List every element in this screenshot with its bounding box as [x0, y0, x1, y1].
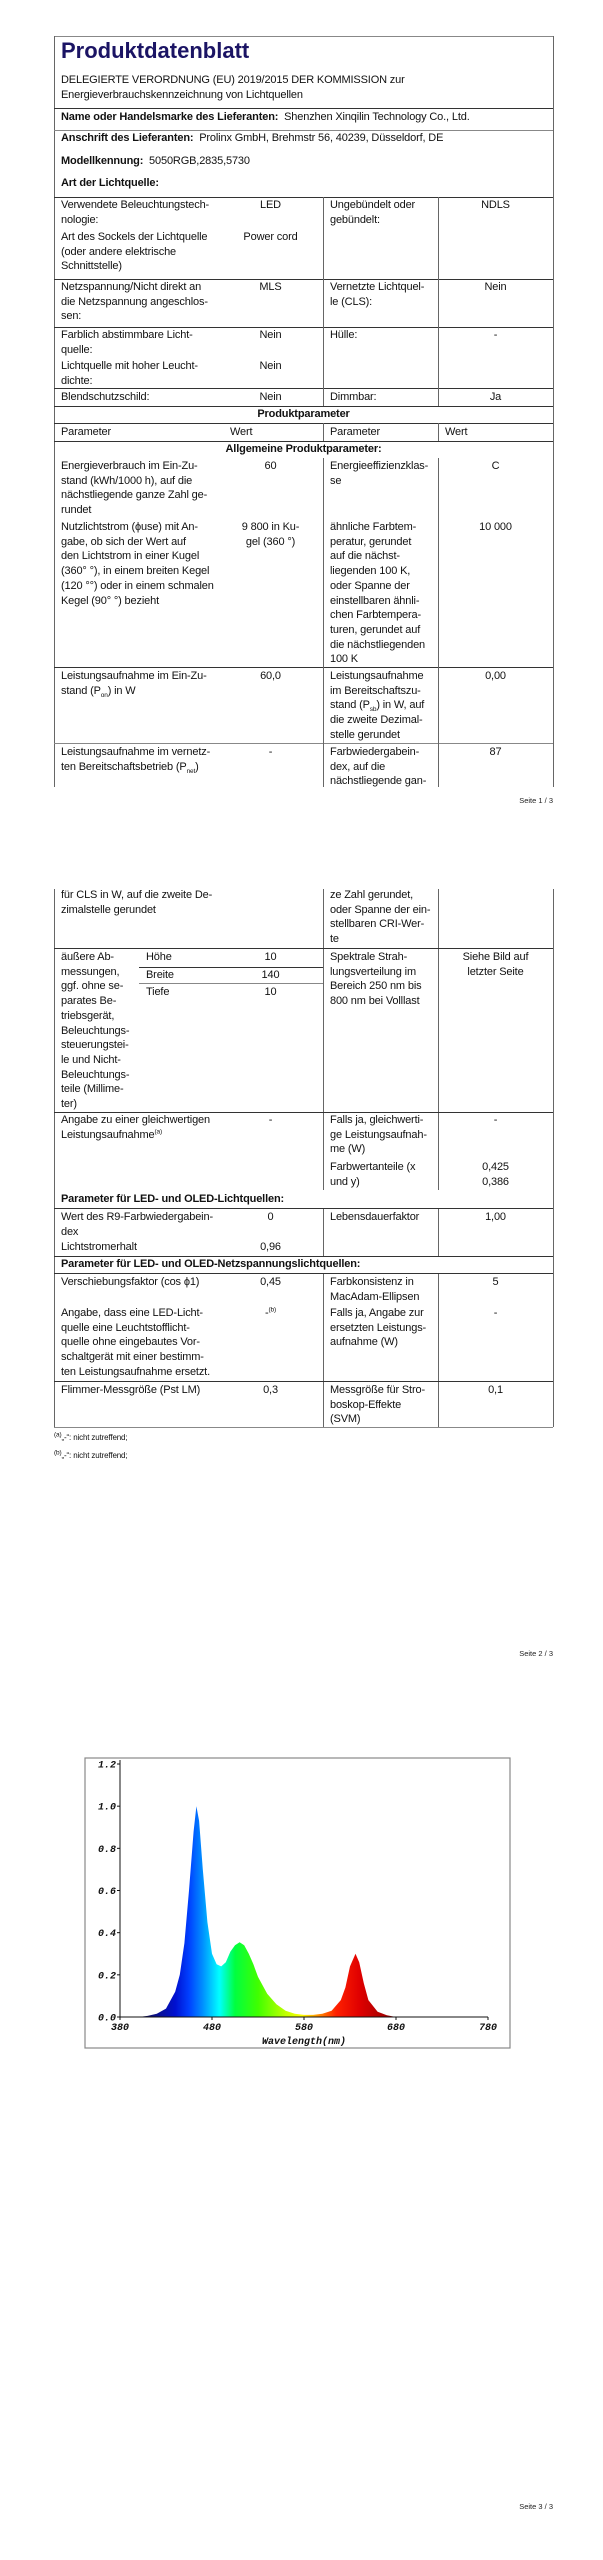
footnote-text: „-“: nicht zutreffend;	[61, 1451, 128, 1460]
pon-label-line: stand (P	[61, 684, 101, 697]
x-tick-label: 780	[478, 2023, 498, 2034]
efficiency-class-label: Energieeffizienzklas- se	[330, 460, 429, 487]
technology-label: Verwendete Beleuchtungstech- nologie:	[61, 199, 210, 226]
footnote-ref: (b)	[268, 1306, 276, 1314]
y-tick-label: 0.4	[97, 1929, 116, 1941]
chromaticity-value: 0,425 0,386	[482, 1161, 509, 1188]
equivalent-watt-label: Falls ja, gleichwerti- ge Leistungsaufnah- me (W)	[330, 1114, 427, 1156]
y-tick-label: 1.2	[97, 1760, 116, 1772]
flicker-label: Flimmer-Messgröße (Pst LM)	[61, 1384, 201, 1396]
y-tick-label: 0.0	[97, 2013, 116, 2025]
mains-led-parameters-heading: Parameter für LED- und OLED-Netzspannungslichtquellen:	[61, 1258, 361, 1270]
cct-label: ähnliche Farbtem- peratur, gerundet auf die nächst- liegenden 100 K, oder Spanne der einstellbaren ähnli- chen Farbtempera- turen, gerundet auf die nächstliegenden 100 K	[330, 521, 426, 666]
supplier-name-label: Name oder Handelsmarke des Lieferanten:	[61, 111, 279, 123]
page-number: Seite 3 / 3	[519, 2502, 553, 2511]
mains-label: Netzspannung/Nicht direkt an die Netzspannung angeschlos- sen:	[61, 281, 208, 323]
psb-label-line: die zweite Dezimal- stelle gerundet	[330, 714, 423, 741]
general-parameters-heading: Allgemeine Produktparameter:	[225, 443, 382, 455]
pnet-label-line: )	[195, 760, 199, 773]
width-label: Breite	[146, 969, 174, 981]
light-source-type-label: Art der Lichtquelle:	[61, 177, 159, 189]
subscript: on	[100, 691, 108, 699]
pon-label-line: ) in W	[107, 684, 136, 697]
antiglare-label: Blendschutzschild:	[61, 391, 150, 403]
envelope-value: -	[493, 329, 498, 341]
product-parameters-heading: Produktparameter	[257, 408, 350, 420]
psb-value: 0,00	[485, 670, 506, 682]
maintenance-label: Lichtstromerhalt	[61, 1241, 137, 1253]
flux-value: 9 800 in Ku- gel (360 °)	[241, 521, 300, 548]
survival-value: 1,00	[485, 1211, 506, 1223]
footnote-mark: (a)	[54, 1431, 62, 1439]
high-luminance-label: Lichtquelle mit hoher Leucht- dichte:	[61, 360, 198, 387]
pnet-value: -	[268, 746, 273, 758]
dimensions-label: äußere Ab- messungen, ggf. ohne se- parates Be- triebsgerät, Beleuchtungs- steuerungstei- le und Nicht- Beleuchtungs- teile (Millime- ter)	[61, 951, 130, 1111]
supplier-address: Prolinx GmbH, Brehmstr 56, 40239, Düsseldorf, DE	[199, 132, 444, 144]
supplier-address-label: Anschrift des Lieferanten:	[61, 132, 194, 144]
chart-frame	[85, 1758, 510, 2048]
dimmable-label: Dimmbar:	[330, 391, 377, 403]
directional-value: NDLS	[481, 199, 510, 211]
y-tick-label: 0.6	[97, 1887, 116, 1898]
subscript: net	[186, 767, 196, 775]
replacement-value-text: -	[264, 1307, 269, 1319]
supplier-name: Shenzhen Xinqilin Technology Co., Ltd.	[284, 111, 470, 123]
model-id: 5050RGB,2835,5730	[149, 155, 250, 167]
high-luminance-value: Nein	[259, 360, 282, 372]
flicker-value: 0,3	[263, 1384, 278, 1396]
antiglare-value: Nein	[259, 391, 282, 403]
r9-value: 0	[267, 1211, 274, 1223]
footnote-mark: (b)	[54, 1449, 62, 1457]
pon-label-line: Leistungsaufnahme im Ein-Zu-	[61, 670, 207, 682]
equivalent-label-line: Angabe zu einer gleichwertigen	[61, 1114, 210, 1126]
pnet-label-line: ten Bereitschaftsbetrieb (P	[61, 760, 187, 773]
cap-label: Art des Sockels der Lichtquelle (oder andere elektrische Schnittstelle)	[61, 231, 208, 273]
maintenance-value: 0,96	[260, 1241, 281, 1253]
footnote-ref: (a)	[154, 1128, 162, 1136]
directional-label: Ungebündelt oder gebündelt:	[330, 199, 416, 226]
consistency-label: Farbkonsistenz in MacAdam-Ellipsen	[330, 1276, 420, 1303]
r9-label: Wert des R9-Farbwiedergabein- dex	[61, 1211, 213, 1238]
height-value: 10	[264, 951, 277, 963]
page-title: Produktdatenblatt	[61, 38, 250, 63]
cap-value: Power cord	[243, 231, 298, 243]
y-tick-label: 0.8	[97, 1844, 116, 1856]
efficiency-class-value: C	[491, 460, 500, 472]
led-parameters-heading: Parameter für LED- und OLED-Lichtquellen:	[61, 1193, 285, 1205]
x-axis-label: Wavelength(nm)	[261, 2037, 347, 2048]
chromaticity-label: Farbwertanteile (x und y)	[330, 1161, 416, 1188]
column-header-value: Wert	[445, 426, 468, 438]
envelope-label: Hülle:	[330, 329, 358, 341]
x-tick-label: 680	[386, 2023, 406, 2034]
regulation-text: DELEGIERTE VERORDNUNG (EU) 2019/2015 DER KOMMISSION zur Energieverbrauchskennzeichnung von Lichtquellen	[61, 74, 405, 101]
pon-value: 60,0	[260, 670, 281, 682]
psb-label-line: stand (P	[330, 699, 370, 712]
pnet-label-line: Leistungsaufnahme im vernetz-	[61, 746, 211, 758]
replaced-power-label: Falls ja, Angabe zur ersetzten Leistungs- aufnahme (W)	[330, 1307, 427, 1349]
energy-value: 60	[264, 460, 277, 472]
column-header-parameter: Parameter	[330, 426, 381, 438]
depth-label: Tiefe	[146, 986, 170, 998]
displacement-value: 0,45	[260, 1276, 281, 1288]
svm-label: Messgröße für Stro- boskop-Effekte (SVM)	[330, 1384, 425, 1426]
width-value: 140	[261, 969, 280, 981]
mains-value: MLS	[259, 281, 282, 293]
x-tick-label: 480	[202, 2023, 222, 2034]
height-label: Höhe	[146, 951, 172, 963]
energy-label: Energieverbrauch im Ein-Zu- stand (kWh/1000 h), auf die nächstliegende ganze Zahl ge- rundet	[61, 460, 208, 517]
psb-label-line: Leistungsaufnahme im Bereitschaftszu-	[330, 670, 424, 697]
svm-value: 0,1	[488, 1384, 503, 1396]
survival-label: Lebensdauerfaktor	[330, 1211, 420, 1223]
flux-label: Nutzlichtstrom (ϕuse) mit An- gabe, ob sich der Wert auf den Lichtstrom in einer Kugel (360° °), in einem breiten Kegel (120 °°) oder in einem schmalen Kegel (90° °) bezieht	[61, 521, 214, 607]
model-label: Modellkennung:	[61, 155, 144, 167]
replaced-power-value: -	[493, 1307, 498, 1319]
page-number: Seite 1 / 3	[519, 796, 553, 805]
footnote-text: „-“: nicht zutreffend;	[61, 1433, 128, 1442]
cct-value: 10 000	[479, 521, 512, 533]
spectrum-area	[120, 1806, 488, 2017]
equivalent-power-value: -	[268, 1114, 273, 1126]
consistency-value: 5	[492, 1276, 499, 1288]
psb-label-line: ) in W, auf	[376, 699, 425, 712]
cri-label-continued: ze Zahl gerundet, oder Spanne der ein- stellbaren CRI-Wer- te	[330, 889, 431, 946]
connected-value: Nein	[484, 281, 507, 293]
depth-value: 10	[264, 986, 277, 998]
cri-label: Farbwiedergabein- dex, auf die nächstliegende gan-	[330, 746, 427, 788]
x-tick-label: 380	[110, 2023, 130, 2034]
y-tick-label: 0.2	[97, 1971, 116, 1983]
spd-label: Spektrale Strah- lungsverteilung im Bereich 250 nm bis 800 nm bei Volllast	[330, 951, 422, 1008]
spd-value: Siehe Bild auf letzter Seite	[462, 951, 529, 978]
replacement-label: Angabe, dass eine LED-Licht- quelle eine Leuchtstofflicht- quelle ohne eingebautes Vor- schaltgerät mit einer bestimm- ten Leistungsaufnahme ersetzt.	[61, 1307, 210, 1378]
equivalent-label-line: Leistungsaufnahme	[61, 1128, 155, 1141]
displacement-label: Verschiebungsfaktor (cos ϕ1)	[61, 1276, 200, 1288]
tunable-label: Farblich abstimmbare Licht- quelle:	[61, 329, 193, 356]
technology-value: LED	[260, 199, 281, 211]
column-header-value: Wert	[230, 426, 253, 438]
equivalent-watt-value: -	[493, 1114, 498, 1126]
cri-value: 87	[489, 746, 502, 758]
subscript: sb	[369, 706, 377, 714]
dimmable-value: Ja	[489, 391, 502, 403]
y-tick-label: 1.0	[97, 1802, 116, 1814]
column-header-parameter: Parameter	[61, 426, 112, 438]
connected-label: Vernetzte Lichtquel- le (CLS):	[330, 281, 425, 308]
tunable-value: Nein	[259, 329, 282, 341]
page-number: Seite 2 / 3	[519, 1649, 553, 1658]
x-tick-label: 580	[294, 2023, 314, 2034]
pnet-label-continued: für CLS in W, auf die zweite De- zimalstelle gerundet	[61, 889, 213, 916]
